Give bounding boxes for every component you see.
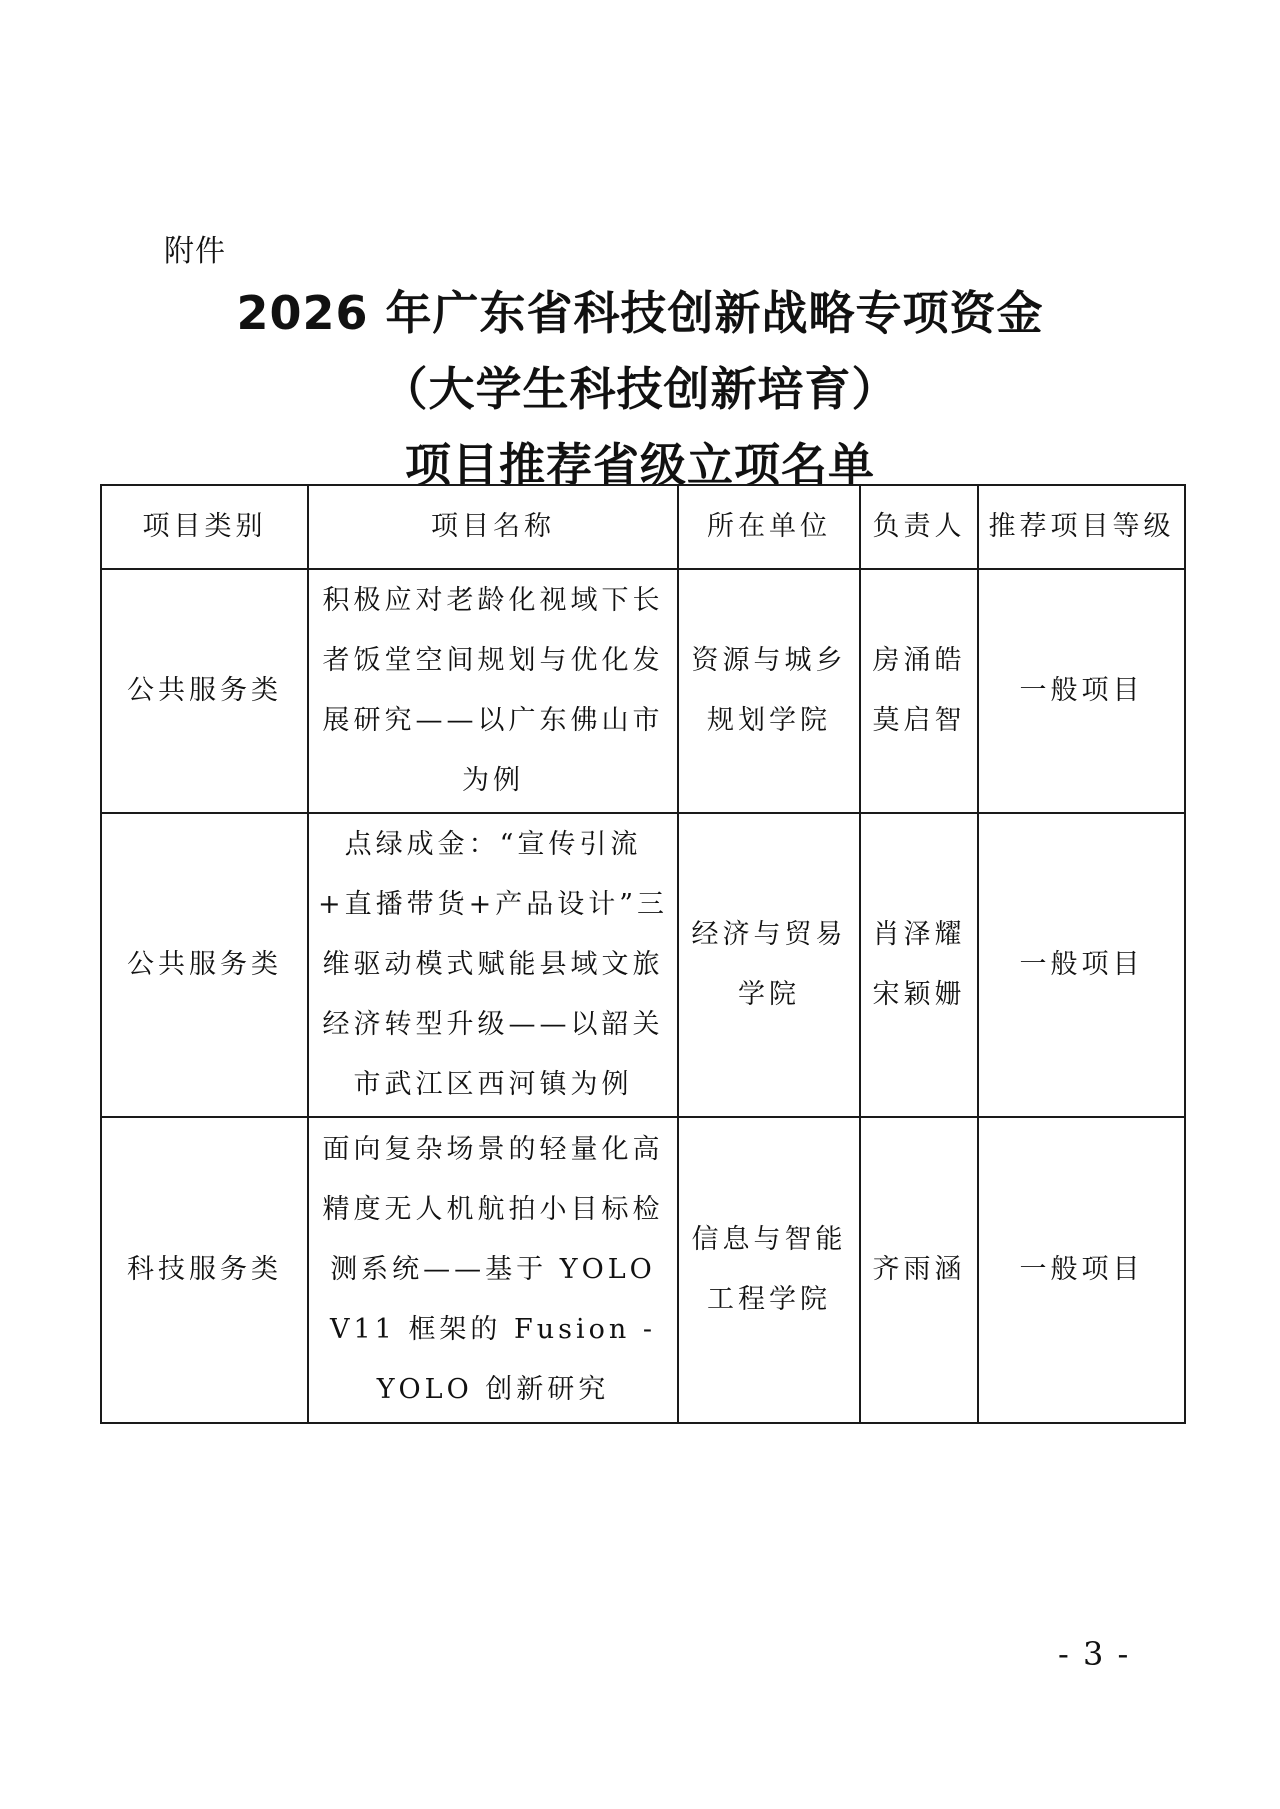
cell-level: 一般项目 xyxy=(978,1117,1185,1423)
unit-line: 学院 xyxy=(738,979,800,1010)
unit-line: 经济与贸易 xyxy=(691,919,847,950)
attachment-label: 附件 xyxy=(164,234,226,269)
table-row xyxy=(101,813,1185,1117)
cell-unit xyxy=(678,569,860,813)
leader-name: 莫启智 xyxy=(872,705,966,736)
cell-project-name: 面向复杂场景的轻量化高精度无人机航拍小目标检测系统——基于 YOLO V11 框架的 Fusion -YOLO 创新研究 xyxy=(308,1117,678,1423)
title-line-3: 项目推荐省级立项名单 xyxy=(405,438,875,492)
leader-name: 肖泽耀 xyxy=(872,919,966,950)
cell-level: 一般项目 xyxy=(978,813,1185,1117)
page-number: - 3 - xyxy=(1058,1635,1131,1673)
leader-name: 房涌皓 xyxy=(872,645,966,676)
cell-project-name: 积极应对老龄化视域下长者饭堂空间规划与优化发展研究——以广东佛山市为例 xyxy=(308,569,678,813)
document-title xyxy=(100,275,1180,503)
cell-unit xyxy=(678,1117,860,1423)
table-header-row xyxy=(101,485,1185,569)
title-line-2: （大学生科技创新培育） xyxy=(381,362,899,416)
cell-leader xyxy=(860,1117,978,1423)
cell-leader xyxy=(860,813,978,1117)
title-line-1: 2026 年广东省科技创新战略专项资金 xyxy=(236,286,1044,340)
header-leader: 负责人 xyxy=(860,485,978,569)
unit-line: 规划学院 xyxy=(707,705,831,736)
unit-line: 信息与智能 xyxy=(691,1224,847,1255)
cell-level: 一般项目 xyxy=(978,569,1185,813)
header-unit: 所在单位 xyxy=(678,485,860,569)
header-level: 推荐项目等级 xyxy=(978,485,1185,569)
cell-category: 公共服务类 xyxy=(101,569,308,813)
cell-leader xyxy=(860,569,978,813)
leader-name: 宋颖姗 xyxy=(872,979,966,1010)
table-row xyxy=(101,1117,1185,1423)
cell-category: 科技服务类 xyxy=(101,1117,308,1423)
table-row xyxy=(101,569,1185,813)
unit-line: 工程学院 xyxy=(707,1284,831,1315)
header-name: 项目名称 xyxy=(308,485,678,569)
project-table xyxy=(100,484,1186,1424)
cell-category: 公共服务类 xyxy=(101,813,308,1117)
header-category: 项目类别 xyxy=(101,485,308,569)
cell-unit xyxy=(678,813,860,1117)
unit-line: 资源与城乡 xyxy=(691,645,847,676)
cell-project-name: 点绿成金：“宣传引流+直播带货+产品设计”三维驱动模式赋能县域文旅经济转型升级——以韶关市武江区西河镇为例 xyxy=(308,813,678,1117)
leader-name: 齐雨涵 xyxy=(872,1254,966,1285)
